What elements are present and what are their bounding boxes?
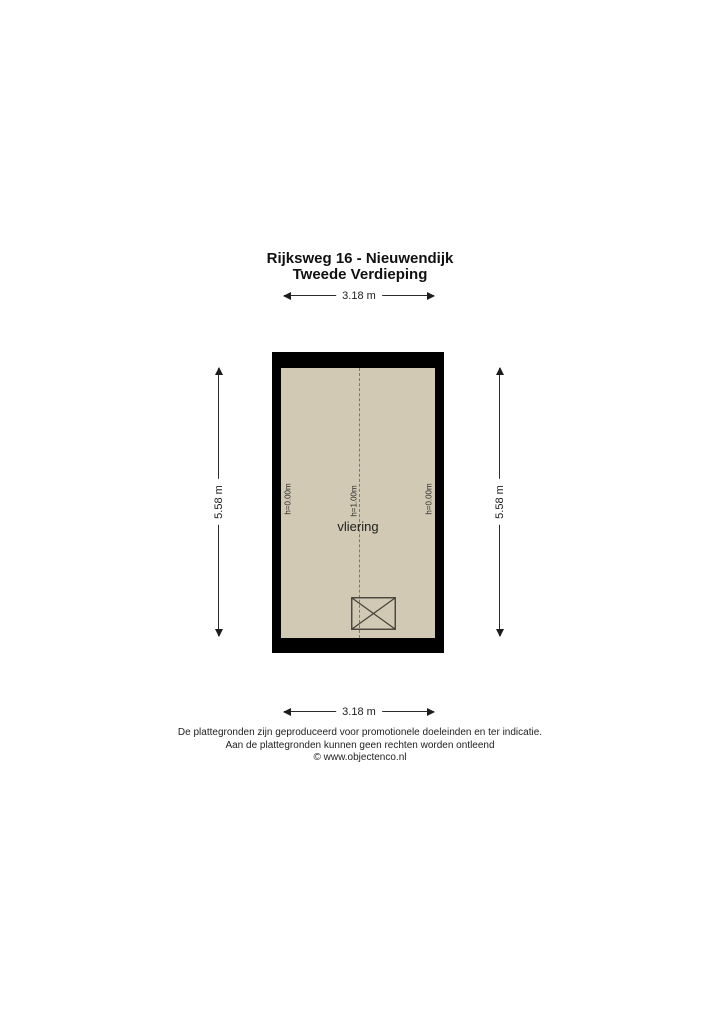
arrow-down-icon xyxy=(496,629,504,637)
dimension-bottom xyxy=(283,706,435,718)
title-floor: Tweede Verdieping xyxy=(292,266,428,283)
dimension-top xyxy=(283,290,435,302)
disclaimer-line-1: De plattegronden zijn geproduceerd voor promotionele doeleinden en ter indicatie. xyxy=(177,727,543,738)
arrow-down-icon xyxy=(215,629,223,637)
loft-hatch xyxy=(351,597,396,630)
title-address: Rijksweg 16 - Nieuwendijk xyxy=(266,250,454,267)
arrow-left-icon xyxy=(283,292,291,300)
dimension-bottom-value: 3.18 m xyxy=(336,706,382,718)
disclaimer-line-2: Aan de plattegronden kunnen geen rechten worden ontleend xyxy=(225,739,495,751)
copyright-line: © www.objectenco.nl xyxy=(313,752,407,763)
height-label-right: h=0.00m xyxy=(424,483,434,515)
page-title xyxy=(0,251,720,283)
room-name-label: vliering xyxy=(337,519,379,534)
arrow-left-icon xyxy=(283,708,291,716)
height-label-center: h=1.00m xyxy=(349,485,359,517)
dimension-right-value: 5.58 m xyxy=(492,479,508,525)
floorplan-walls xyxy=(272,352,444,653)
disclaimer xyxy=(0,727,720,765)
arrow-up-icon xyxy=(496,367,504,375)
arrow-up-icon xyxy=(215,367,223,375)
dimension-right xyxy=(494,367,506,637)
room-vliering xyxy=(281,368,435,638)
arrow-right-icon xyxy=(427,292,435,300)
arrow-right-icon xyxy=(427,708,435,716)
dimension-left xyxy=(213,367,225,637)
hatch-cross-icon xyxy=(351,597,396,630)
dimension-left-value: 5.58 m xyxy=(211,479,227,525)
height-label-left: h=0.00m xyxy=(283,483,293,515)
dimension-top-value: 3.18 m xyxy=(336,290,382,302)
